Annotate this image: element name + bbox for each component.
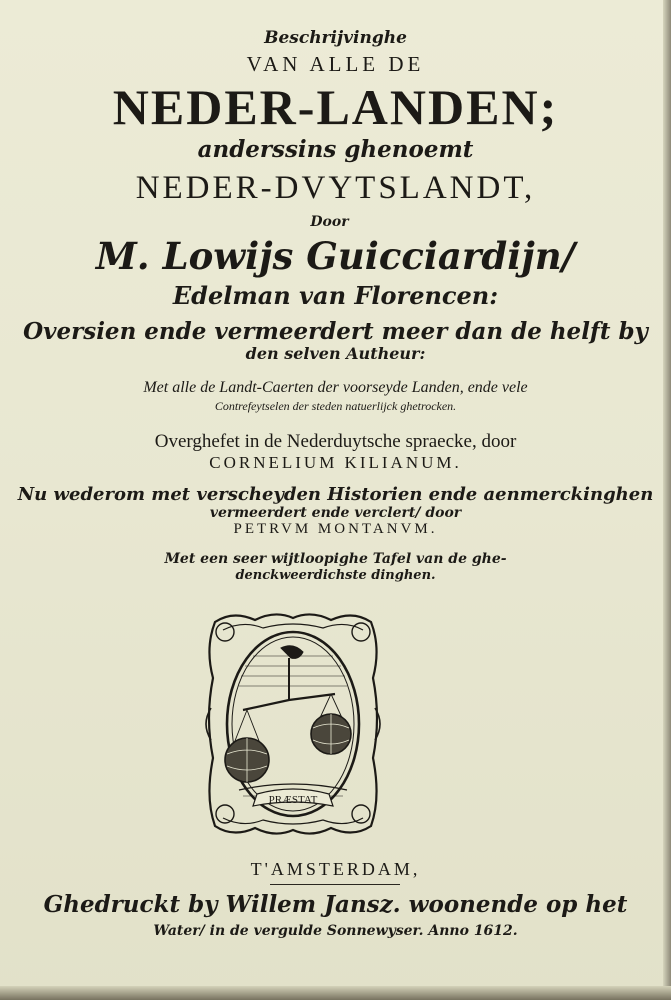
- page-edge-bottom: [0, 986, 671, 1000]
- author-title: Edelman van Florencen:: [172, 281, 499, 310]
- editor-name: PETRVM MONTANVM.: [233, 521, 438, 537]
- index-line-1: Met een seer wijtloopighe Tafel van de ghe-: [164, 551, 507, 567]
- index-line-2: denckweerdichste dinghen.: [235, 568, 436, 583]
- emblem-motto: PRÆSTAT: [268, 794, 318, 806]
- author-name: M. Lowijs Guicciardijn/: [95, 234, 576, 278]
- additions-line-2: vermeerdert ende verclert/ door: [209, 505, 462, 521]
- imprint-rule: [270, 884, 400, 885]
- title-line-anderssins: anderssins ghenoemt: [197, 136, 474, 163]
- imprint-line-2: Water/ in de vergulde Sonnewyser. Anno 1612.: [153, 923, 518, 939]
- title-line-neder-duytslandt: NEDER-DVYTSLANDT,: [135, 170, 536, 206]
- main-title: NEDER-LANDEN;: [112, 79, 559, 135]
- printers-device-scale-icon: [203, 608, 383, 840]
- title-line-beschrijvinghe: Beschrijvinghe: [264, 28, 407, 48]
- imprint-city: T'AMSTERDAM,: [250, 859, 421, 879]
- title-line-van-alle-de: VAN ALLE DE: [246, 52, 425, 76]
- revision-line-1: Oversien ende vermeerdert meer dan de helft by: [23, 318, 648, 345]
- additions-line-1: Nu wederom met verscheyden Historien ende aenmerckinghen: [17, 484, 654, 505]
- revision-line-2: den selven Autheur:: [245, 344, 426, 363]
- translator-name: CORNELIUM KILIANUM.: [209, 453, 462, 472]
- maps-line-2: Contrefeytselen der steden natuerlijck ghetrocken.: [214, 399, 457, 413]
- title-line-door: Door: [310, 214, 349, 230]
- imprint-line-1: Ghedruckt by Willem Jansz. woonende op het: [43, 891, 628, 918]
- maps-line-1: Met alle de Landt-Caerten der voorseyde Landen, ende vele: [143, 379, 528, 396]
- page-edge-right: [663, 0, 671, 1000]
- translation-line-1: Overghefet in de Nederduytsche spraecke, door: [154, 431, 517, 452]
